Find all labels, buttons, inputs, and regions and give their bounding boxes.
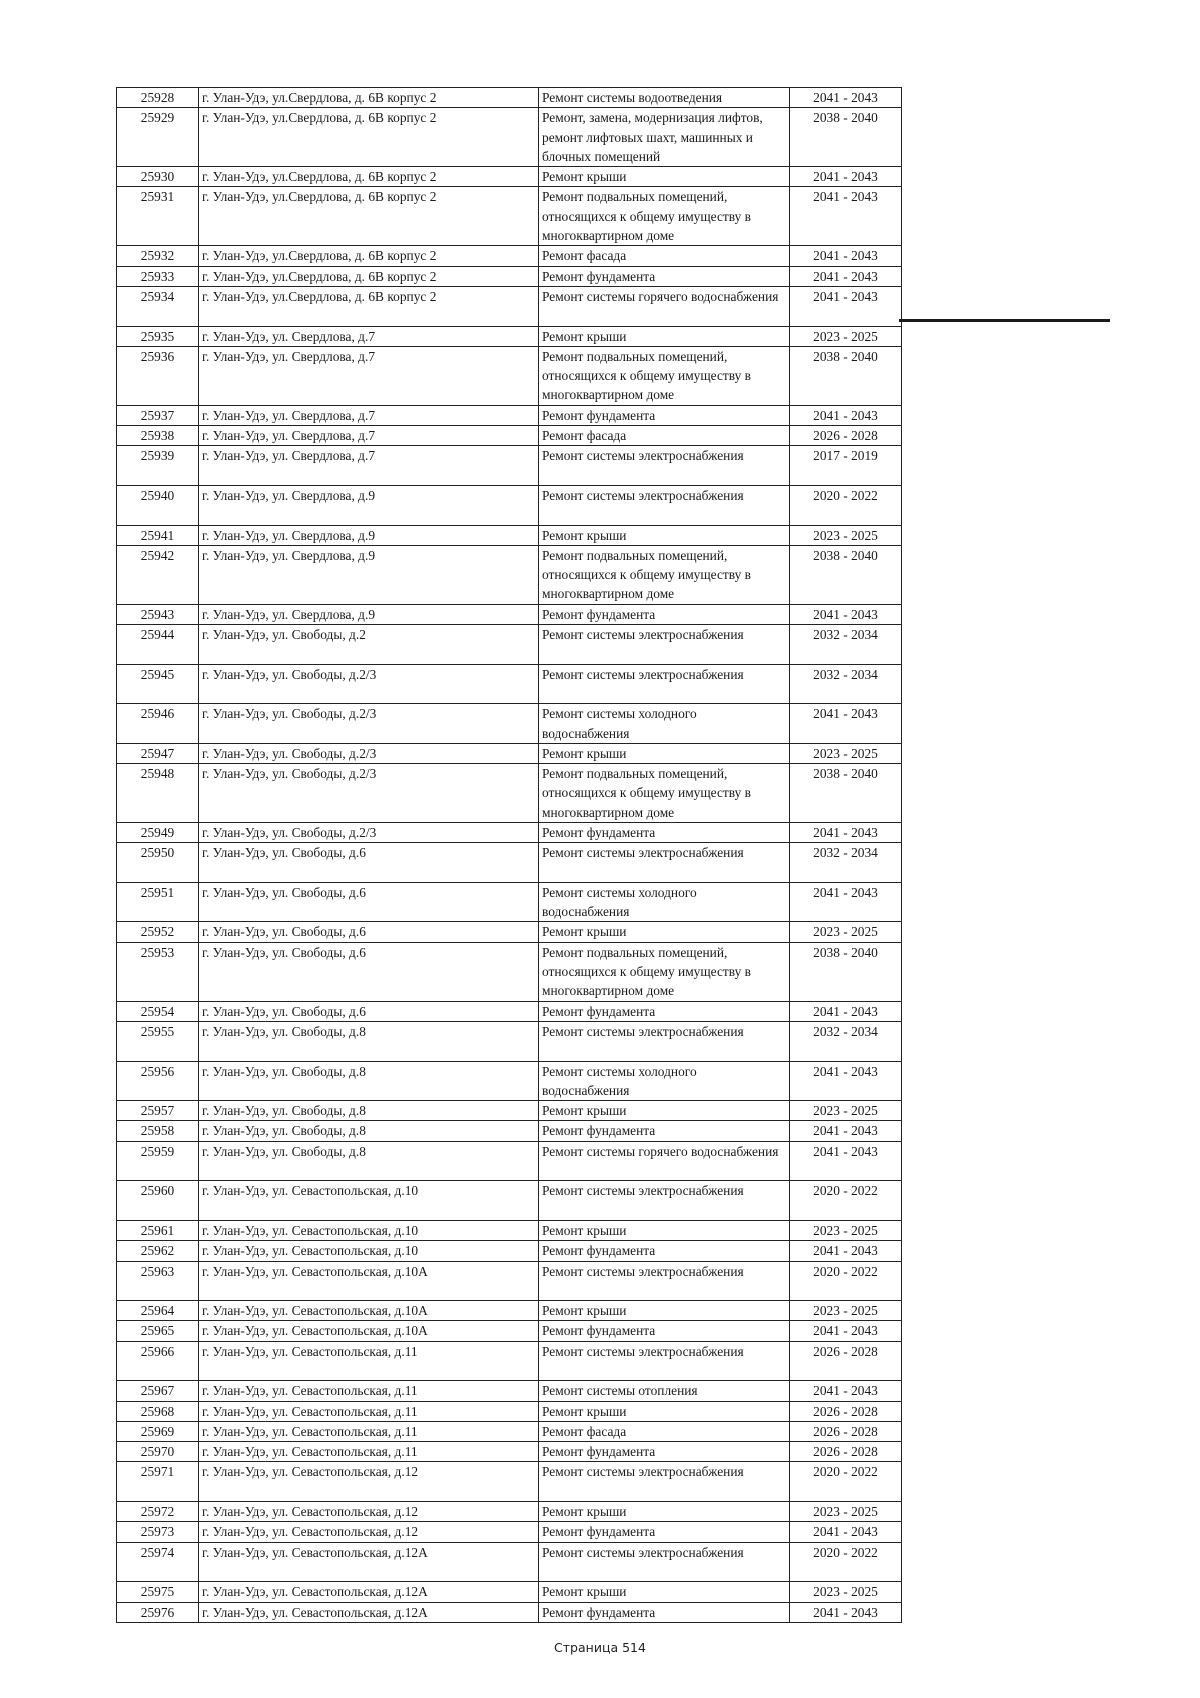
row-number-cell: 25955 [117,1021,199,1061]
address-cell: г. Улан-Удэ, ул.Свердлова, д. 6В корпус 2 [199,88,539,108]
table-row [117,1542,902,1582]
address-cell: г. Улан-Удэ, ул. Свердлова, д.7 [199,326,539,346]
address-cell: г. Улан-Удэ, ул. Свободы, д.6 [199,1001,539,1021]
table-row [117,625,902,665]
row-number-cell: 25972 [117,1502,199,1522]
row-number-cell: 25949 [117,822,199,842]
row-number-cell: 25965 [117,1321,199,1341]
table-row [117,545,902,604]
work-type-cell: Ремонт фундамента [539,822,790,842]
address-cell: г. Улан-Удэ, ул. Севастопольская, д.10 [199,1241,539,1261]
table-row [117,882,902,922]
period-cell: 2041 - 2043 [790,1381,902,1401]
row-number-cell: 25944 [117,625,199,665]
address-cell: г. Улан-Удэ, ул.Свердлова, д. 6В корпус 2 [199,167,539,187]
table-row [117,405,902,425]
period-cell: 2041 - 2043 [790,1522,902,1542]
address-cell: г. Улан-Удэ, ул. Свободы, д.6 [199,922,539,942]
row-number-cell: 25954 [117,1001,199,1021]
address-cell: г. Улан-Удэ, ул. Свердлова, д.9 [199,525,539,545]
row-number-cell: 25942 [117,545,199,604]
work-type-cell: Ремонт подвальных помещений, относящихся к общему имуществу в многоквартирном доме [539,942,790,1001]
work-type-cell: Ремонт крыши [539,1220,790,1240]
table-row [117,942,902,1001]
row-number-cell: 25945 [117,664,199,704]
table-row [117,1421,902,1441]
row-number-cell: 25966 [117,1341,199,1381]
work-type-cell: Ремонт системы водоотведения [539,88,790,108]
table-row [117,1321,902,1341]
address-cell: г. Улан-Удэ, ул. Свердлова, д.7 [199,346,539,405]
address-cell: г. Улан-Удэ, ул. Севастопольская, д.11 [199,1401,539,1421]
work-type-cell: Ремонт системы электроснабжения [539,485,790,525]
table-row [117,167,902,187]
period-cell: 2041 - 2043 [790,246,902,266]
work-type-cell: Ремонт крыши [539,167,790,187]
table-row [117,108,902,167]
period-cell: 2041 - 2043 [790,1141,902,1181]
row-number-cell: 25936 [117,346,199,405]
row-number-cell: 25938 [117,426,199,446]
period-cell: 2038 - 2040 [790,108,902,167]
row-number-cell: 25963 [117,1261,199,1301]
period-cell: 2032 - 2034 [790,664,902,704]
work-type-cell: Ремонт системы электроснабжения [539,625,790,665]
work-type-cell: Ремонт фундамента [539,1241,790,1261]
address-cell: г. Улан-Удэ, ул. Свердлова, д.7 [199,426,539,446]
row-number-cell: 25961 [117,1220,199,1240]
row-number-cell: 25929 [117,108,199,167]
period-cell: 2041 - 2043 [790,167,902,187]
work-type-cell: Ремонт фундамента [539,1522,790,1542]
period-cell: 2041 - 2043 [790,1001,902,1021]
period-cell: 2020 - 2022 [790,1261,902,1301]
row-number-cell: 25958 [117,1121,199,1141]
address-cell: г. Улан-Удэ, ул. Свердлова, д.9 [199,545,539,604]
row-number-cell: 25951 [117,882,199,922]
row-number-cell: 25947 [117,743,199,763]
table-row [117,1602,902,1622]
row-number-cell: 25964 [117,1301,199,1321]
period-cell: 2017 - 2019 [790,446,902,486]
table-row [117,764,902,823]
period-cell: 2023 - 2025 [790,1301,902,1321]
table-row [117,346,902,405]
row-number-cell: 25962 [117,1241,199,1261]
period-cell: 2020 - 2022 [790,1542,902,1582]
table-row [117,1341,902,1381]
address-cell: г. Улан-Удэ, ул. Севастопольская, д.11 [199,1341,539,1381]
row-number-cell: 25939 [117,446,199,486]
work-type-cell: Ремонт системы электроснабжения [539,446,790,486]
address-cell: г. Улан-Удэ, ул. Свободы, д.8 [199,1121,539,1141]
row-number-cell: 25968 [117,1401,199,1421]
work-type-cell: Ремонт системы электроснабжения [539,1462,790,1502]
address-cell: г. Улан-Удэ, ул. Севастопольская, д.11 [199,1442,539,1462]
address-cell: г. Улан-Удэ, ул. Свердлова, д.7 [199,446,539,486]
address-cell: г. Улан-Удэ, ул. Свободы, д.2 [199,625,539,665]
work-type-cell: Ремонт крыши [539,326,790,346]
period-cell: 2038 - 2040 [790,942,902,1001]
address-cell: г. Улан-Удэ, ул. Севастопольская, д.12 [199,1522,539,1542]
row-number-cell: 25933 [117,266,199,286]
table-row [117,1261,902,1301]
work-type-cell: Ремонт системы холодного водоснабжения [539,882,790,922]
address-cell: г. Улан-Удэ, ул. Свободы, д.8 [199,1101,539,1121]
row-number-cell: 25952 [117,922,199,942]
table-row [117,1220,902,1240]
address-cell: г. Улан-Удэ, ул. Севастопольская, д.10 [199,1181,539,1221]
table-row [117,1101,902,1121]
table-row [117,187,902,246]
period-cell: 2026 - 2028 [790,1442,902,1462]
row-number-cell: 25953 [117,942,199,1001]
period-cell: 2041 - 2043 [790,405,902,425]
work-type-cell: Ремонт фундамента [539,266,790,286]
table-row [117,922,902,942]
address-cell: г. Улан-Удэ, ул.Свердлова, д. 6В корпус 2 [199,108,539,167]
address-cell: г. Улан-Удэ, ул. Свободы, д.2/3 [199,743,539,763]
work-type-cell: Ремонт системы отопления [539,1381,790,1401]
address-cell: г. Улан-Удэ, ул. Свободы, д.6 [199,942,539,1001]
row-number-cell: 25941 [117,525,199,545]
address-cell: г. Улан-Удэ, ул.Свердлова, д. 6В корпус 2 [199,187,539,246]
page-number: Страница 514 [554,1640,646,1655]
table-row [117,743,902,763]
table-row [117,326,902,346]
period-cell: 2032 - 2034 [790,1021,902,1061]
address-cell: г. Улан-Удэ, ул. Свободы, д.6 [199,843,539,883]
period-cell: 2041 - 2043 [790,88,902,108]
address-cell: г. Улан-Удэ, ул. Севастопольская, д.10А [199,1261,539,1301]
row-number-cell: 25959 [117,1141,199,1181]
row-number-cell: 25943 [117,604,199,624]
work-type-cell: Ремонт подвальных помещений, относящихся к общему имуществу в многоквартирном доме [539,764,790,823]
period-cell: 2026 - 2028 [790,1401,902,1421]
row-number-cell: 25946 [117,704,199,744]
address-cell: г. Улан-Удэ, ул. Свободы, д.8 [199,1141,539,1181]
period-cell: 2023 - 2025 [790,1101,902,1121]
row-number-cell: 25934 [117,286,199,326]
address-cell: г. Улан-Удэ, ул. Севастопольская, д.12А [199,1542,539,1582]
repair-schedule-table [116,87,902,1623]
table-row [117,525,902,545]
table-row [117,1001,902,1021]
work-type-cell: Ремонт фасада [539,1421,790,1441]
table-body [117,88,902,1623]
period-cell: 2023 - 2025 [790,326,902,346]
period-cell: 2041 - 2043 [790,187,902,246]
row-number-cell: 25937 [117,405,199,425]
row-number-cell: 25975 [117,1582,199,1602]
period-cell: 2023 - 2025 [790,1502,902,1522]
table-row [117,704,902,744]
address-cell: г. Улан-Удэ, ул. Свободы, д.8 [199,1061,539,1101]
work-type-cell: Ремонт подвальных помещений, относящихся к общему имуществу в многоквартирном доме [539,346,790,405]
period-cell: 2041 - 2043 [790,1241,902,1261]
table-row [117,1061,902,1101]
work-type-cell: Ремонт фундамента [539,1321,790,1341]
table-row [117,88,902,108]
work-type-cell: Ремонт фасада [539,426,790,446]
table-row [117,822,902,842]
period-cell: 2041 - 2043 [790,1602,902,1622]
work-type-cell: Ремонт крыши [539,1301,790,1321]
period-cell: 2041 - 2043 [790,1061,902,1101]
work-type-cell: Ремонт системы горячего водоснабжения [539,1141,790,1181]
work-type-cell: Ремонт системы электроснабжения [539,1261,790,1301]
table-row [117,1401,902,1421]
period-cell: 2041 - 2043 [790,604,902,624]
row-number-cell: 25957 [117,1101,199,1121]
address-cell: г. Улан-Удэ, ул. Севастопольская, д.12 [199,1502,539,1522]
table-row [117,1442,902,1462]
address-cell: г. Улан-Удэ, ул. Свободы, д.6 [199,882,539,922]
period-cell: 2023 - 2025 [790,743,902,763]
work-type-cell: Ремонт подвальных помещений, относящихся к общему имуществу в многоквартирном доме [539,187,790,246]
address-cell: г. Улан-Удэ, ул. Свердлова, д.9 [199,485,539,525]
period-cell: 2041 - 2043 [790,704,902,744]
table-row [117,1522,902,1542]
work-type-cell: Ремонт системы электроснабжения [539,1181,790,1221]
work-type-cell: Ремонт фундамента [539,1121,790,1141]
row-number-cell: 25935 [117,326,199,346]
period-cell: 2026 - 2028 [790,426,902,446]
work-type-cell: Ремонт фасада [539,246,790,266]
work-type-cell: Ремонт фундамента [539,604,790,624]
period-cell: 2032 - 2034 [790,843,902,883]
period-cell: 2023 - 2025 [790,525,902,545]
work-type-cell: Ремонт крыши [539,922,790,942]
period-cell: 2032 - 2034 [790,625,902,665]
period-cell: 2041 - 2043 [790,882,902,922]
period-cell: 2038 - 2040 [790,346,902,405]
table-row [117,1141,902,1181]
address-cell: г. Улан-Удэ, ул. Севастопольская, д.11 [199,1421,539,1441]
address-cell: г. Улан-Удэ, ул. Севастопольская, д.10А [199,1321,539,1341]
work-type-cell: Ремонт фундамента [539,405,790,425]
period-cell: 2038 - 2040 [790,545,902,604]
period-cell: 2041 - 2043 [790,286,902,326]
address-cell: г. Улан-Удэ, ул. Свердлова, д.7 [199,405,539,425]
work-type-cell: Ремонт крыши [539,1582,790,1602]
work-type-cell: Ремонт системы горячего водоснабжения [539,286,790,326]
address-cell: г. Улан-Удэ, ул. Свободы, д.8 [199,1021,539,1061]
period-cell: 2041 - 2043 [790,1321,902,1341]
table-row [117,604,902,624]
table-row [117,843,902,883]
work-type-cell: Ремонт системы холодного водоснабжения [539,704,790,744]
work-type-cell: Ремонт подвальных помещений, относящихся к общему имуществу в многоквартирном доме [539,545,790,604]
row-number-cell: 25950 [117,843,199,883]
work-type-cell: Ремонт системы электроснабжения [539,843,790,883]
period-cell: 2038 - 2040 [790,764,902,823]
work-type-cell: Ремонт системы электроснабжения [539,1542,790,1582]
margin-line [899,319,1110,322]
address-cell: г. Улан-Удэ, ул. Свободы, д.2/3 [199,664,539,704]
period-cell: 2026 - 2028 [790,1421,902,1441]
address-cell: г. Улан-Удэ, ул. Севастопольская, д.12А [199,1602,539,1622]
work-type-cell: Ремонт системы холодного водоснабжения [539,1061,790,1101]
address-cell: г. Улан-Удэ, ул. Севастопольская, д.11 [199,1381,539,1401]
table-row [117,266,902,286]
period-cell: 2041 - 2043 [790,266,902,286]
address-cell: г. Улан-Удэ, ул. Севастопольская, д.12А [199,1582,539,1602]
work-type-cell: Ремонт системы электроснабжения [539,664,790,704]
row-number-cell: 25969 [117,1421,199,1441]
period-cell: 2023 - 2025 [790,922,902,942]
work-type-cell: Ремонт фундамента [539,1442,790,1462]
period-cell: 2020 - 2022 [790,485,902,525]
address-cell: г. Улан-Удэ, ул. Севастопольская, д.12 [199,1462,539,1502]
table-row [117,1502,902,1522]
row-number-cell: 25970 [117,1442,199,1462]
table-row [117,446,902,486]
row-number-cell: 25948 [117,764,199,823]
row-number-cell: 25930 [117,167,199,187]
row-number-cell: 25974 [117,1542,199,1582]
table-row [117,1582,902,1602]
address-cell: г. Улан-Удэ, ул.Свердлова, д. 6В корпус 2 [199,246,539,266]
period-cell: 2041 - 2043 [790,1121,902,1141]
work-type-cell: Ремонт, замена, модернизация лифтов, ремонт лифтовых шахт, машинных и блочных помещений [539,108,790,167]
table-row [117,286,902,326]
table-row [117,1301,902,1321]
table-row [117,485,902,525]
period-cell: 2020 - 2022 [790,1181,902,1221]
table-row [117,1381,902,1401]
address-cell: г. Улан-Удэ, ул.Свердлова, д. 6В корпус 2 [199,266,539,286]
period-cell: 2026 - 2028 [790,1341,902,1381]
row-number-cell: 25973 [117,1522,199,1542]
work-type-cell: Ремонт крыши [539,1401,790,1421]
address-cell: г. Улан-Удэ, ул. Свободы, д.2/3 [199,822,539,842]
period-cell: 2023 - 2025 [790,1582,902,1602]
work-type-cell: Ремонт крыши [539,743,790,763]
row-number-cell: 25940 [117,485,199,525]
address-cell: г. Улан-Удэ, ул. Севастопольская, д.10А [199,1301,539,1321]
period-cell: 2020 - 2022 [790,1462,902,1502]
table-row [117,246,902,266]
work-type-cell: Ремонт крыши [539,1502,790,1522]
work-type-cell: Ремонт крыши [539,1101,790,1121]
row-number-cell: 25960 [117,1181,199,1221]
address-cell: г. Улан-Удэ, ул.Свердлова, д. 6В корпус 2 [199,286,539,326]
period-cell: 2041 - 2043 [790,822,902,842]
row-number-cell: 25976 [117,1602,199,1622]
table-row [117,1121,902,1141]
table-row [117,1462,902,1502]
row-number-cell: 25971 [117,1462,199,1502]
address-cell: г. Улан-Удэ, ул. Свободы, д.2/3 [199,764,539,823]
work-type-cell: Ремонт системы электроснабжения [539,1021,790,1061]
table-row [117,1241,902,1261]
row-number-cell: 25956 [117,1061,199,1101]
address-cell: г. Улан-Удэ, ул. Севастопольская, д.10 [199,1220,539,1240]
table-row [117,1021,902,1061]
table-row [117,426,902,446]
row-number-cell: 25932 [117,246,199,266]
table-row [117,664,902,704]
row-number-cell: 25931 [117,187,199,246]
address-cell: г. Улан-Удэ, ул. Свердлова, д.9 [199,604,539,624]
address-cell: г. Улан-Удэ, ул. Свободы, д.2/3 [199,704,539,744]
period-cell: 2023 - 2025 [790,1220,902,1240]
work-type-cell: Ремонт фундамента [539,1001,790,1021]
row-number-cell: 25928 [117,88,199,108]
row-number-cell: 25967 [117,1381,199,1401]
work-type-cell: Ремонт системы электроснабжения [539,1341,790,1381]
table-row [117,1181,902,1221]
work-type-cell: Ремонт крыши [539,525,790,545]
work-type-cell: Ремонт фундамента [539,1602,790,1622]
